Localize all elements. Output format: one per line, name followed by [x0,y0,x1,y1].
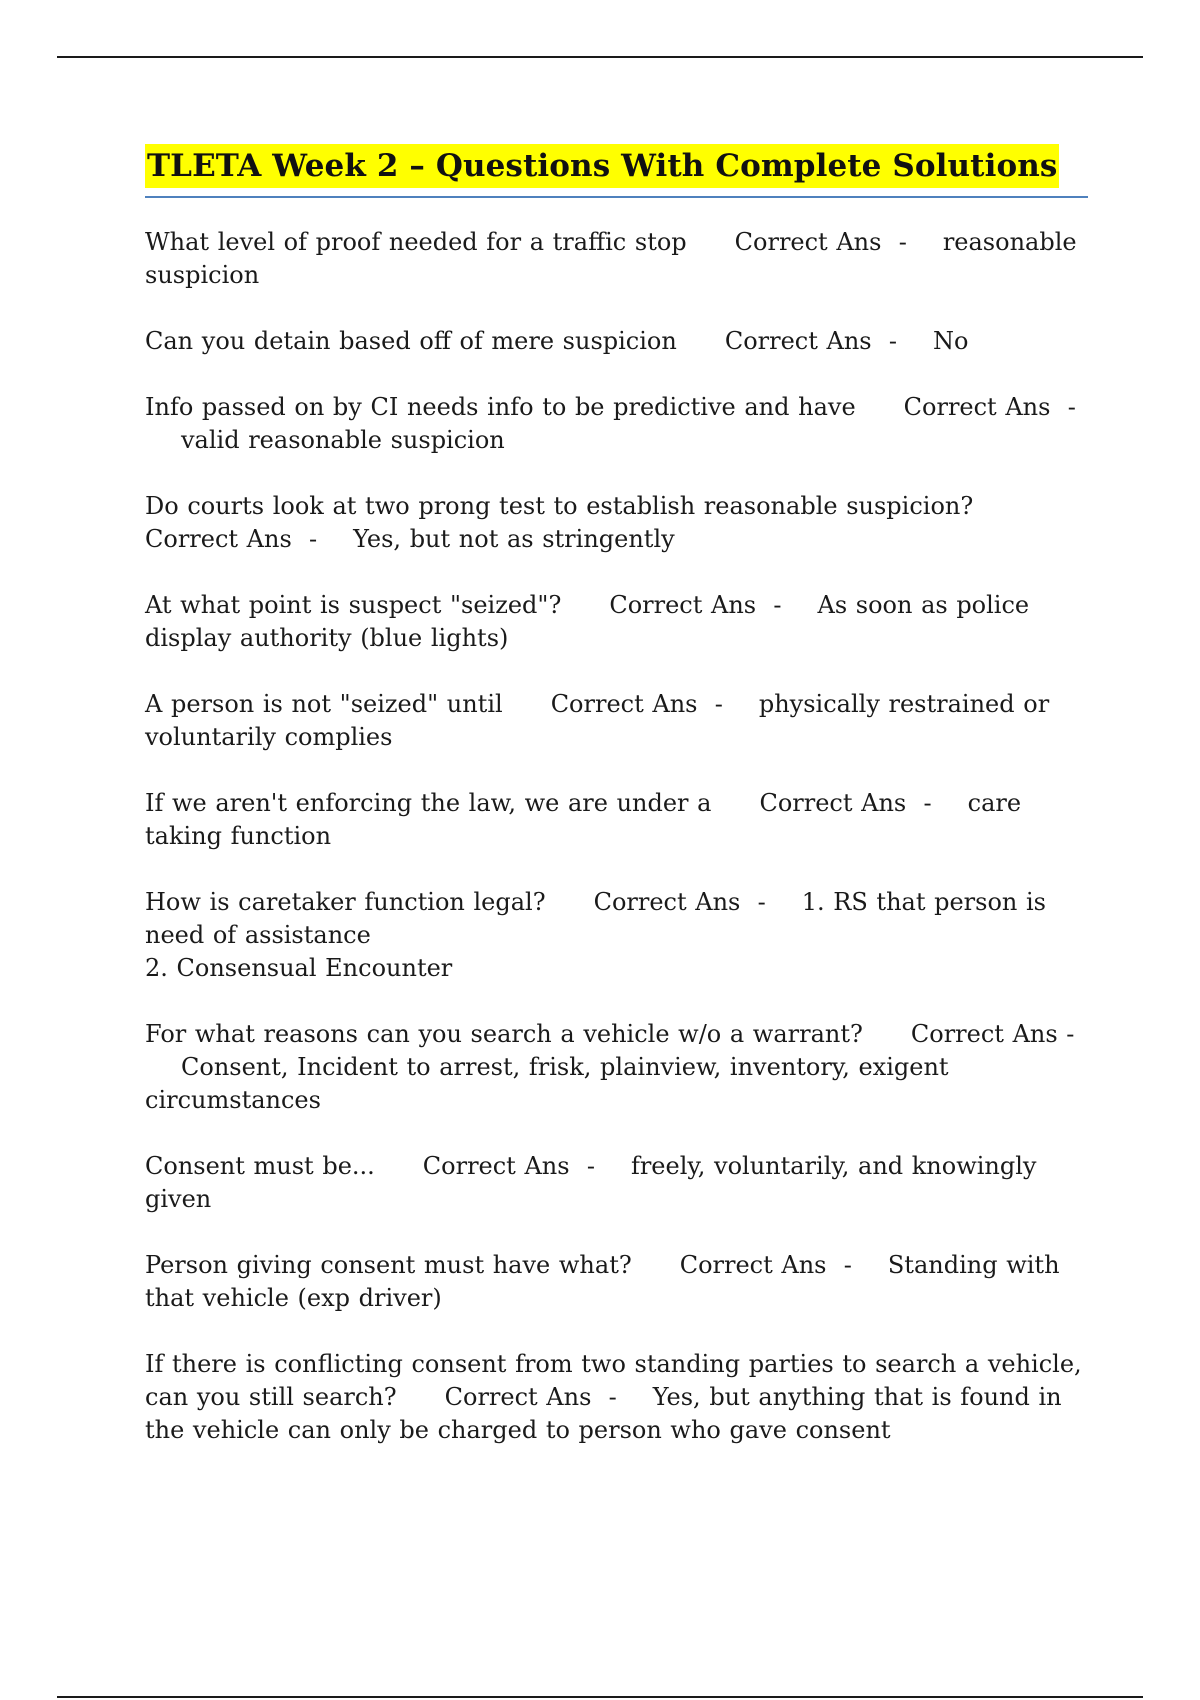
question-text: Person giving consent must have what? [145,1251,632,1279]
answer-text: No [932,327,969,355]
answer-text-continued: 2. Consensual Encounter [145,954,453,982]
qa-list [145,226,1090,1480]
qa-item: If there is conflicting consent from two standing parties to search a vehicle, can you still search? Correct Ans - Yes, but anything that is found in the vehicle can only be charged to person who gave consent [145,1350,1082,1444]
question-text: For what reasons can you search a vehicle w/o a warrant? [145,1020,863,1048]
answer-text: care taking function [145,789,1022,850]
answer-label: Correct Ans [910,1020,1058,1048]
answer-label: Correct Ans [422,1152,570,1180]
answer-text: Consent, Incident to arrest, frisk, plainview, inventory, exigent circumstances [145,1053,949,1114]
question-text: Do courts look at two prong test to establish reasonable suspicion? [145,492,974,520]
question-text: If there is conflicting consent from two standing parties to search a vehicle, can you still search? [145,1350,1082,1411]
question-text: Info passed on by CI needs info to be predictive and have [145,393,856,421]
qa-item: Person giving consent must have what? Correct Ans - Standing with that vehicle (exp driver) [145,1251,1060,1312]
answer-label: Correct Ans [903,393,1051,421]
qa-item: Info passed on by CI needs info to be predictive and have Correct Ans -valid reasonable suspicion [145,393,1076,454]
qa-item: Consent must be... Correct Ans - freely, voluntarily, and knowingly given [145,1152,1037,1213]
qa-item: For what reasons can you search a vehicle w/o a warrant? Correct Ans -Consent, Incident to arrest, frisk, plainview, inventory, exigent circumstances [145,1020,1075,1114]
answer-label: Correct Ans [609,591,757,619]
question-text: What level of proof needed for a traffic stop [145,228,687,256]
question-text: Can you detain based off of mere suspicion [145,327,677,355]
answer-label: Correct Ans [444,1383,592,1411]
answer-label: Correct Ans [593,888,741,916]
answer-label: Correct Ans [550,690,698,718]
answer-text: Standing with that vehicle (exp driver) [145,1251,1060,1312]
bottom-rule [57,1696,1143,1698]
qa-item: Can you detain based off of mere suspicion Correct Ans - No [145,327,969,355]
qa-item: If we aren't enforcing the law, we are under a Correct Ans - care taking function [145,789,1022,850]
answer-text: 1. RS that person is need of assistance [145,888,1046,949]
question-text: At what point is suspect "seized"? [145,591,562,619]
qa-item: How is caretaker function legal? Correct Ans - 1. RS that person is need of assistance 2. Consensual Encounter [145,886,1090,985]
answer-label: Correct Ans [724,327,872,355]
qa-item: What level of proof needed for a traffic stop Correct Ans - reasonable suspicion [145,228,1077,289]
answer-text: Yes, but not as stringently [353,525,675,553]
answer-text: reasonable suspicion [145,228,1077,289]
question-text: How is caretaker function legal? [145,888,546,916]
answer-label: Correct Ans [145,525,292,553]
answer-text: Yes, but anything that is found in the vehicle can only be charged to person who gave consent [145,1383,1062,1444]
title-block [145,144,1088,198]
question-text: If we aren't enforcing the law, we are under a [145,789,712,817]
question-text: Consent must be... [145,1152,375,1180]
page-title: TLETA Week 2 – Questions With Complete Solutions [145,144,1059,188]
answer-text: valid reasonable suspicion [181,426,505,454]
answer-text: freely, voluntarily, and knowingly given [145,1152,1037,1213]
qa-item: Do courts look at two prong test to establish reasonable suspicion?Correct Ans - Yes, but not as stringently [145,492,974,553]
answer-text: As soon as police display authority (blue lights) [145,591,1030,652]
answer-text: physically restrained or voluntarily complies [145,690,1050,751]
answer-label: Correct Ans [679,1251,827,1279]
qa-item: At what point is suspect "seized"? Correct Ans - As soon as police display authority (blue lights) [145,591,1030,652]
top-rule [57,56,1143,58]
qa-item: A person is not "seized" until Correct Ans - physically restrained or voluntarily complies [145,690,1050,751]
answer-label: Correct Ans [759,789,907,817]
answer-label: Correct Ans [734,228,882,256]
question-text: A person is not "seized" until [145,690,503,718]
